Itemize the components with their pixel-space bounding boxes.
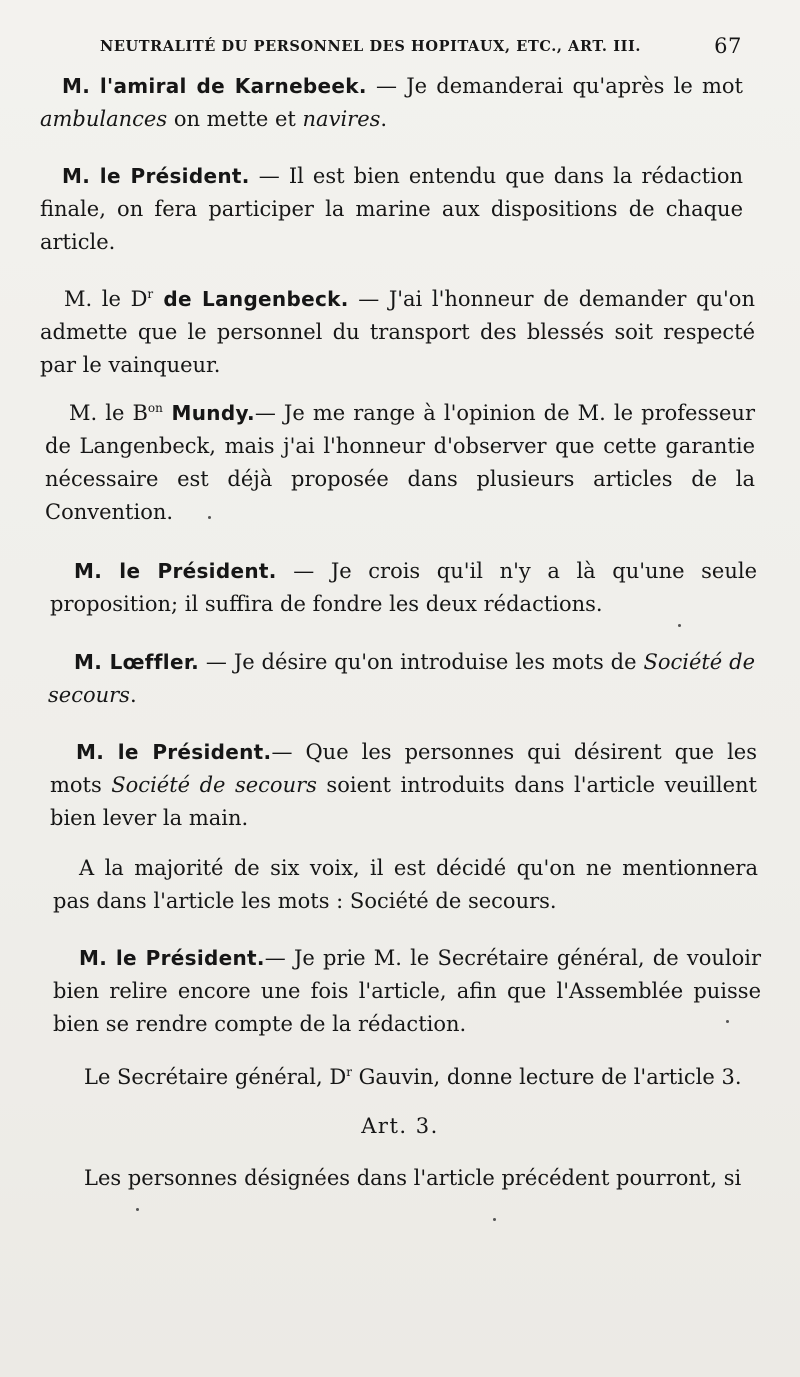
speaker-prefix: M. le B (69, 401, 148, 425)
speaker-name: M. le Président. (76, 740, 272, 764)
speaker-prefix: M. le D (64, 287, 148, 311)
title-abbrev-sup: on (147, 401, 163, 415)
speaker-name: Mundy. (162, 401, 255, 425)
paragraph-president-1 (40, 160, 743, 259)
print-speck (493, 1218, 496, 1221)
paragraph-text: Gauvin, donne lecture de l'article 3. (351, 1065, 742, 1089)
paragraph-langenbeck (40, 283, 755, 382)
running-header (100, 34, 742, 60)
paragraph-president-2 (50, 555, 757, 621)
italic-term: navires (302, 107, 381, 131)
paragraph-text: — Je demanderai qu'après le mot (366, 74, 743, 98)
speaker-name: M. le Président. (79, 946, 265, 970)
print-speck (678, 624, 681, 627)
paragraph-president-3 (50, 736, 757, 835)
paragraph-text: — J'ai l'honneur de demander qu'on admette que le personnel du transport des blessés soit respecté par le vainqueur. (40, 287, 755, 377)
title-abbrev-sup: r (346, 1065, 352, 1079)
print-speck (208, 516, 211, 519)
title-abbrev-sup: r (147, 287, 154, 301)
paragraph-mundy (45, 397, 755, 529)
paragraph-text: — Je prie M. le Secrétaire général, de vouloir bien relire encore une fois l'article, afin que l'Assemblée puisse bien se rendre compte de la rédaction. (53, 946, 761, 1036)
paragraph-text: . (380, 107, 388, 131)
running-title: NEUTRALITÉ DU PERSONNEL DES HOPITAUX, ETC., ART. III. (100, 38, 642, 55)
paragraph-text: — Il est bien entendu que dans la rédaction finale, on fera participer la marine aux dispositions de chaque article. (40, 164, 743, 254)
paragraph-text: . (129, 683, 137, 707)
speaker-name: M. le Président. (62, 164, 250, 188)
paragraph-text: — Je me range à l'opinion de M. le professeur de Langenbeck, mais j'ai l'honneur d'observer que cette garantie nécessaire est déjà proposée dans plusieurs articles de la Convention. (45, 401, 755, 524)
speaker-name: M. Lœffler. (74, 650, 200, 674)
speaker-name: de Langenbeck. (153, 287, 349, 311)
speaker-name: M. l'amiral de Karnebeek. (62, 74, 367, 98)
paragraph-president-4 (53, 942, 761, 1041)
paragraph-secretary (84, 1061, 764, 1094)
italic-term: Société de secours (48, 650, 755, 707)
paragraph-text: — Je crois qu'il n'y a là qu'une seule proposition; il suffira de fondre les deux rédactions. (50, 559, 757, 616)
print-speck (726, 1020, 729, 1023)
article-heading: Art. 3. (361, 1114, 439, 1138)
paragraph-karnebeek (40, 70, 743, 136)
paragraph-loeffler (48, 646, 755, 712)
speaker-name: M. le Président. (74, 559, 277, 583)
paragraph-text: A la majorité de six voix, il est décidé qu'on ne mentionnera pas dans l'article les mots : Société de secours. (53, 856, 758, 913)
paragraph-article-3 (84, 1162, 764, 1195)
paragraph-text: — Je désire qu'on introduise les mots de (199, 650, 644, 674)
print-speck (136, 1208, 139, 1211)
paragraph-text: Le Secrétaire général, D (84, 1065, 347, 1089)
paragraph-text: Les personnes désignées dans l'article précédent pourront, si (84, 1166, 742, 1190)
italic-term: ambulances (40, 107, 168, 131)
paragraph-text: soient introduits dans l'article veuillent bien lever la main. (50, 773, 757, 830)
paragraph-text: on mette et (167, 107, 303, 131)
italic-term: Société de secours (111, 773, 317, 797)
paragraph-text: — Que les personnes qui désirent que les mots (50, 740, 757, 797)
paragraph-vote-result (53, 852, 758, 918)
page-number: 67 (714, 34, 742, 58)
